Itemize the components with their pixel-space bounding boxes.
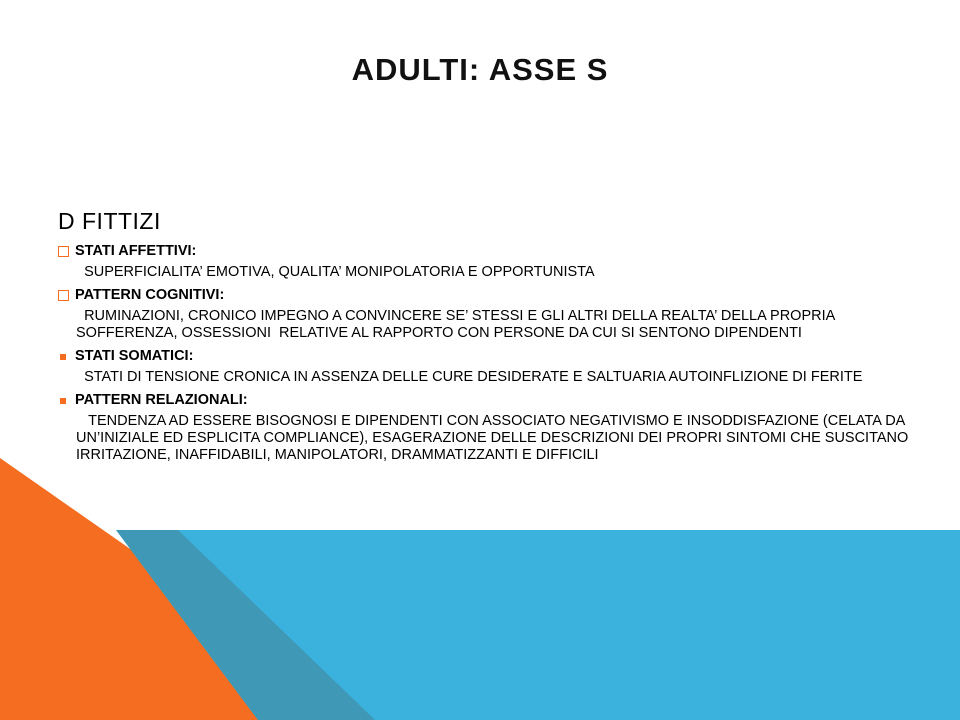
- slide-body: [58, 208, 918, 470]
- square-bullet-icon: [60, 354, 66, 360]
- item-description: STATI DI TENSIONE CRONICA IN ASSENZA DELLE CURE DESIDERATE E SALTUARIA AUTOINFLIZIONE DI FERITE: [76, 369, 863, 385]
- item-stati-affettivi: [58, 243, 918, 281]
- item-description: SUPERFICIALITA’ EMOTIVA, QUALITA’ MONIPOLATORIA E OPPORTUNISTA: [76, 264, 595, 280]
- item-stati-somatici: [58, 348, 918, 386]
- item-pattern-relazionali: [58, 392, 918, 464]
- item-label: PATTERN COGNITIVI:: [75, 287, 225, 303]
- item-pattern-cognitivi: [58, 287, 918, 342]
- item-label: PATTERN RELAZIONALI:: [75, 392, 248, 408]
- slide-title: ADULTI: ASSE S: [351, 52, 609, 87]
- checkbox-outline-bullet-icon: [58, 246, 69, 257]
- item-description: RUMINAZIONI, CRONICO IMPEGNO A CONVINCERE SE’ STESSI E GLI ALTRI DELLA REALTA’ DELLA PROPRIA SOFFERENZA, OSSESSIONI RELATIVE AL RAPPORTO CON PERSONE DA CUI SI SENTONO DIPENDENTI: [76, 308, 839, 341]
- item-label: STATI AFFETTIVI:: [75, 243, 197, 259]
- item-label: STATI SOMATICI:: [75, 348, 194, 364]
- checkbox-outline-bullet-icon: [58, 290, 69, 301]
- item-description: TENDENZA AD ESSERE BISOGNOSI E DIPENDENTI CON ASSOCIATO NEGATIVISMO E INSODDISFAZIONE (CELATA DA UN’INIZIALE ED ESPLICITA COMPLIANCE), ESAGERAZIONE DELLE DESCRIZIONI DEI PROPRI SINTOMI CHE SUSCITANO IRRITAZIONE, INAFFIDABILI, MANIPOLATORI, DRAMMATIZZANTI E DIFFICILI: [76, 413, 913, 463]
- section-heading: D FITTIZI: [58, 208, 161, 234]
- square-bullet-icon: [60, 398, 66, 404]
